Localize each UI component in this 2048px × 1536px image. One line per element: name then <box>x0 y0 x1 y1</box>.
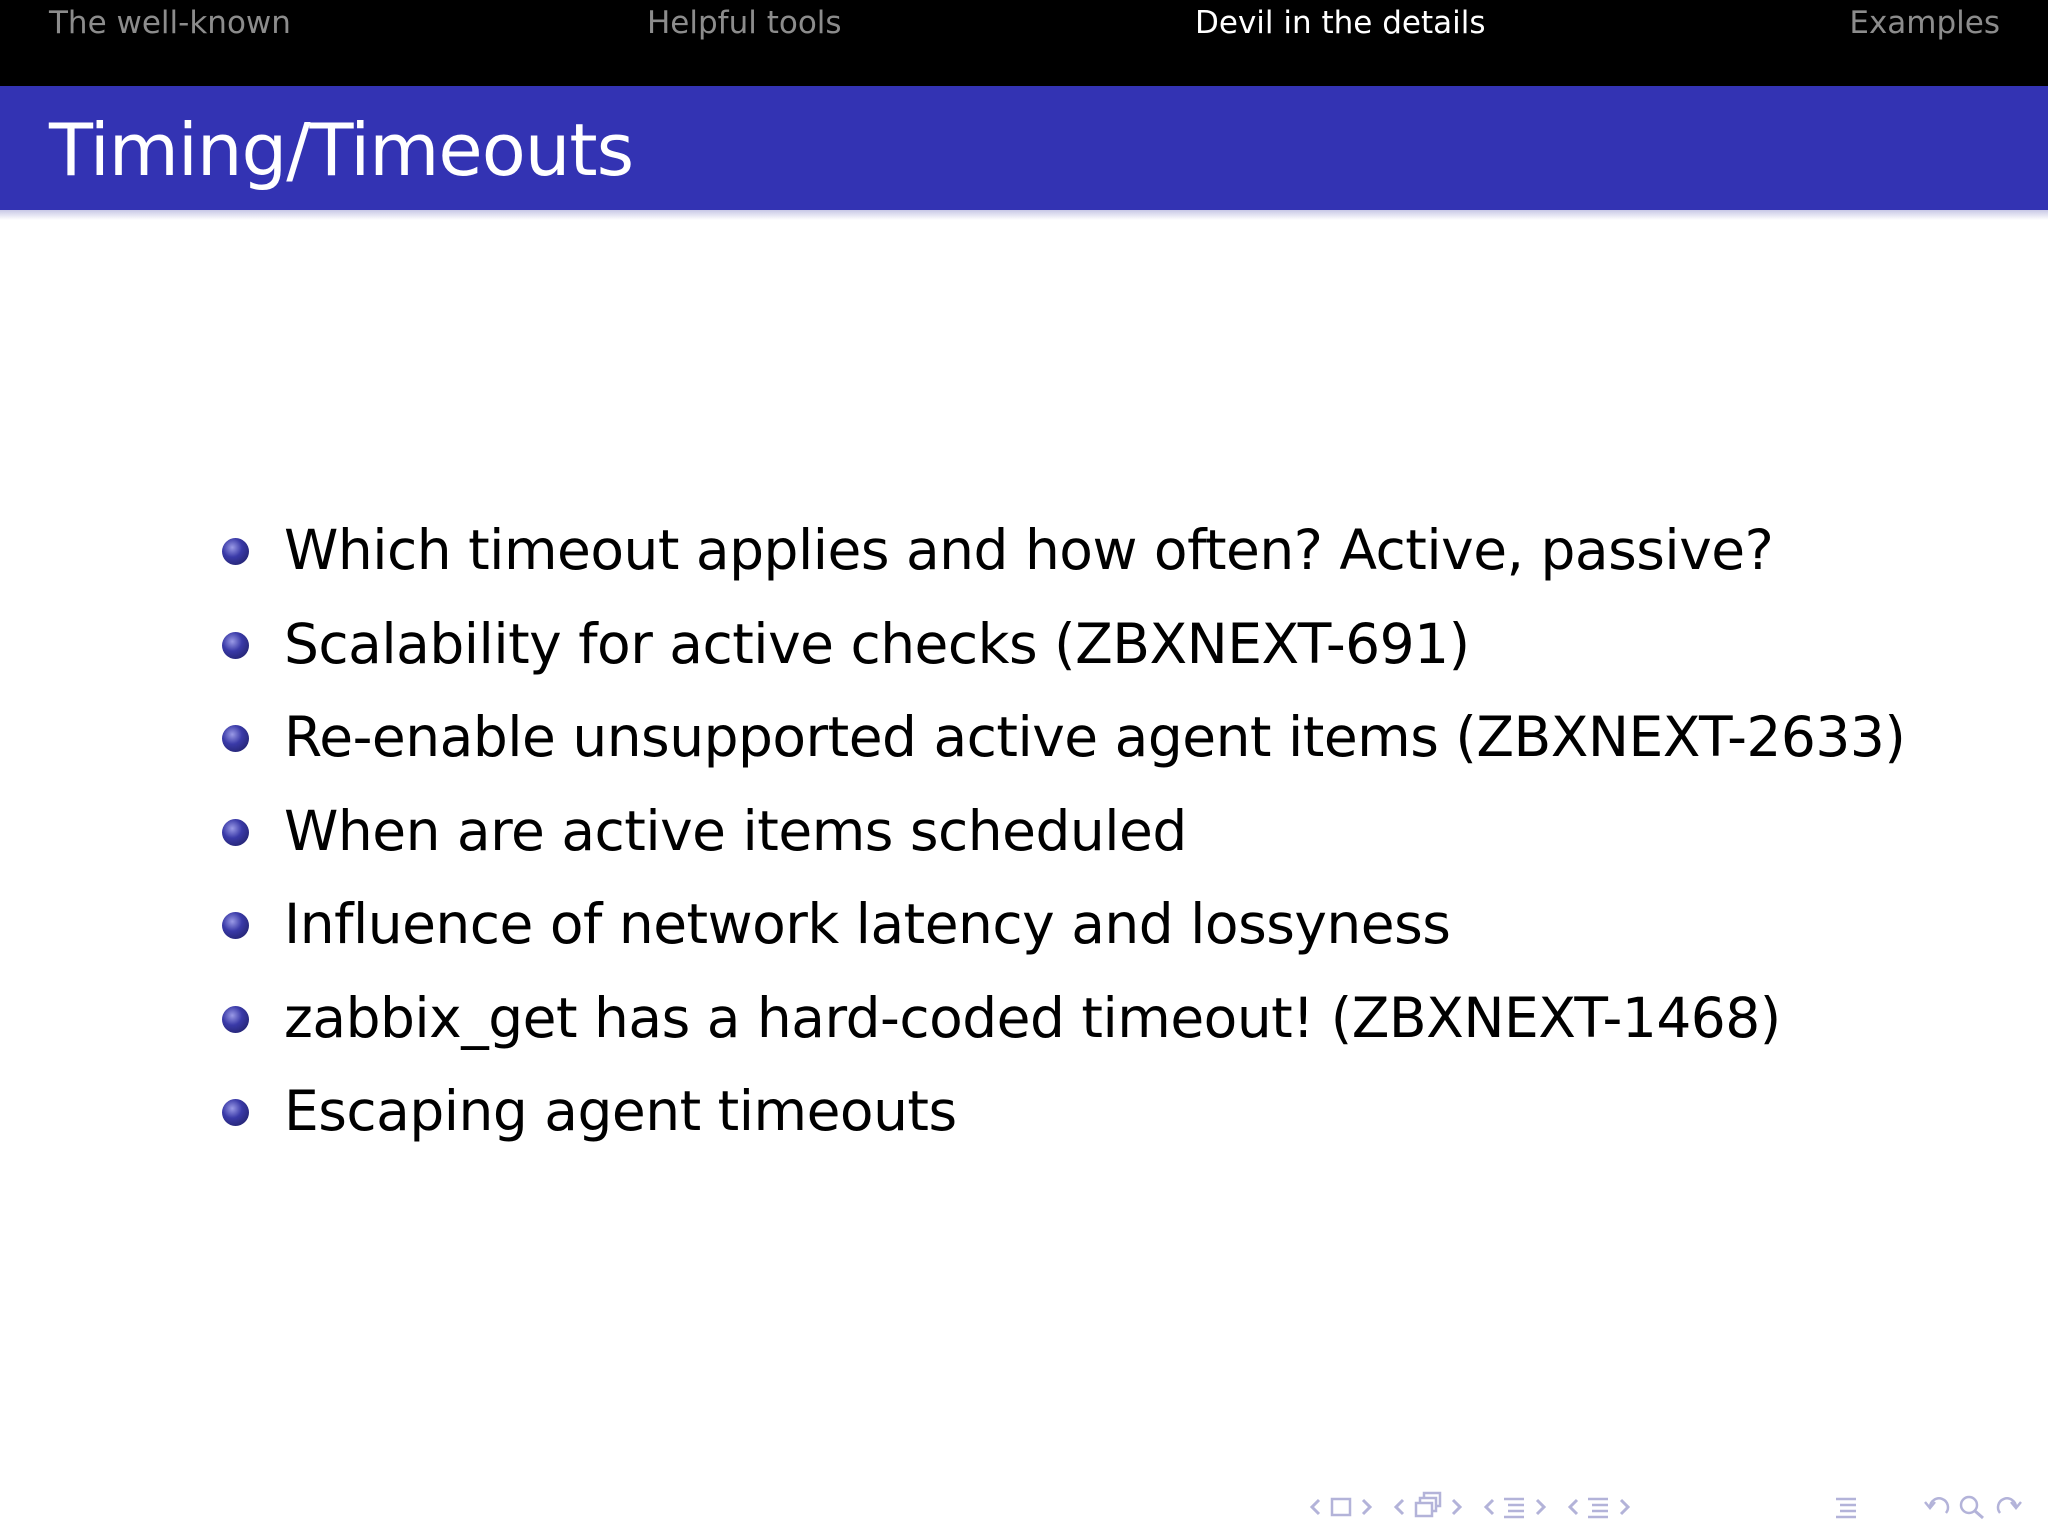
nav-section-examples[interactable]: Examples <box>1849 5 2000 41</box>
part-icon[interactable] <box>1584 1487 1612 1527</box>
bullet-ball-icon <box>222 819 249 846</box>
prev-frame-icon[interactable] <box>1308 1487 1322 1527</box>
nav-section-well-known[interactable]: The well-known <box>49 5 291 41</box>
bullet-text: When are active items scheduled <box>284 799 1187 863</box>
back-icon[interactable] <box>1920 1487 1954 1527</box>
section-navigation-bar <box>0 0 2048 86</box>
bullet-ball-icon <box>222 632 249 659</box>
beamer-navigation-symbols <box>1300 1487 2040 1527</box>
nav-section-devil-in-details[interactable]: Devil in the details <box>1195 5 1486 41</box>
next-part-icon[interactable] <box>1618 1487 1632 1527</box>
nav-section-helpful-tools[interactable]: Helpful tools <box>647 5 842 41</box>
bullet-ball-icon <box>222 1006 249 1033</box>
bullet-ball-icon <box>222 538 249 565</box>
bullet-text: zabbix_get has a hard-coded timeout! (ZBXNEXT-1468) <box>284 986 1781 1050</box>
bullet-text: Escaping agent timeouts <box>284 1079 957 1143</box>
subsection-icon[interactable] <box>1412 1487 1446 1527</box>
prev-subsection-icon[interactable] <box>1392 1487 1406 1527</box>
prev-section-icon[interactable] <box>1482 1487 1496 1527</box>
bullet-text: Influence of network latency and lossyness <box>284 892 1451 956</box>
toc-icon[interactable] <box>1832 1487 1860 1527</box>
next-subsection-icon[interactable] <box>1450 1487 1464 1527</box>
frame-title: Timing/Timeouts <box>49 108 634 192</box>
bullet-text: Which timeout applies and how often? Active, passive? <box>284 518 1774 582</box>
next-frame-icon[interactable] <box>1360 1487 1374 1527</box>
forward-icon[interactable] <box>1992 1487 2026 1527</box>
bullet-text: Scalability for active checks (ZBXNEXT-691) <box>284 612 1470 676</box>
bullet-ball-icon <box>222 725 249 752</box>
prev-part-icon[interactable] <box>1566 1487 1580 1527</box>
section-icon[interactable] <box>1500 1487 1528 1527</box>
bullet-text: Re-enable unsupported active agent items (ZBXNEXT-2633) <box>284 705 1906 769</box>
bullet-ball-icon <box>222 1099 249 1126</box>
search-icon[interactable] <box>1956 1487 1988 1527</box>
next-section-icon[interactable] <box>1534 1487 1548 1527</box>
bullet-ball-icon <box>222 912 249 939</box>
frame-title-bar <box>0 86 2048 210</box>
frame-icon[interactable] <box>1328 1487 1354 1527</box>
